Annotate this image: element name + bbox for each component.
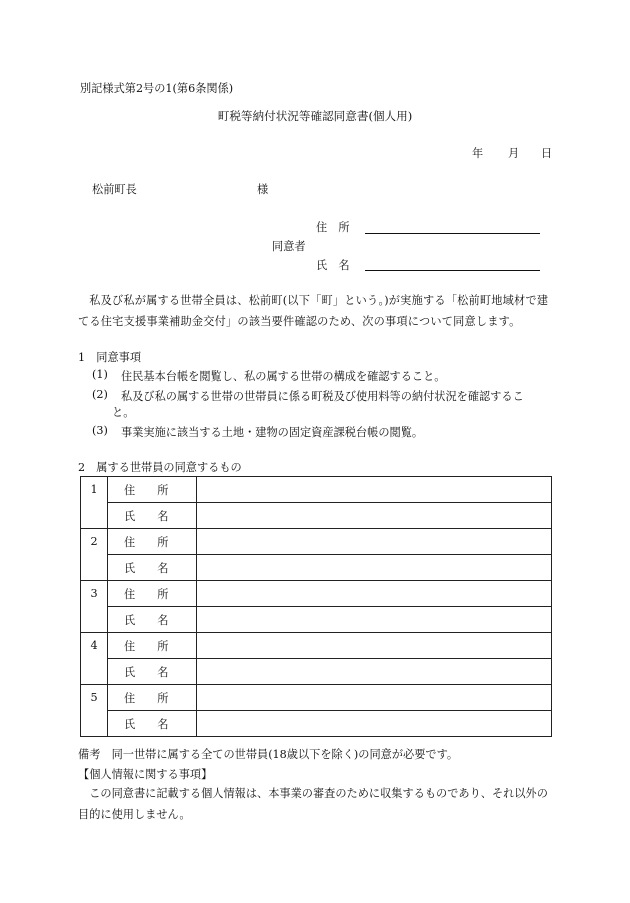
section1-item-text: 事業実施に該当する土地・建物の固定資産課税台帳の閲覧。 [121,426,424,439]
member-name-label [108,659,197,685]
member-number: 2 [81,529,108,581]
table-row [81,711,552,737]
member-address-field[interactable] [197,581,552,607]
member-name-field[interactable] [197,607,552,633]
member-name-field[interactable] [197,659,552,685]
member-name-label [108,607,197,633]
consenter-name-line[interactable] [365,270,540,271]
label-char: 名 [157,717,169,731]
label-char: 住 [124,639,136,653]
section1-item-num: (2) [92,388,108,401]
section2-heading: 2 属する世帯員の同意するもの [78,461,242,474]
section1-heading: 1 同意事項 [78,351,142,364]
date-month-label: 月 [508,147,520,160]
privacy-text: この同意書に記載する個人情報は、本事業の審査のために収集するものであり、それ以外の目的に使用しません。 [78,787,548,821]
label-char: 名 [157,509,169,523]
household-members-table [80,476,552,737]
section1-item-num: (1) [92,368,108,381]
member-address-label [108,633,197,659]
member-address-label [108,581,197,607]
label-char: 氏 [124,613,136,627]
member-address-field[interactable] [197,529,552,555]
label-char: 住 [124,483,136,497]
date-day-label: 日 [541,147,553,160]
member-name-field[interactable] [197,555,552,581]
section1-item-text-cont: と。 [112,406,135,419]
table-row [81,607,552,633]
table-row [81,503,552,529]
member-address-field[interactable] [197,633,552,659]
member-name-label [108,503,197,529]
table-row [81,581,552,607]
section1-item-num: (3) [92,424,108,437]
label-char: 氏 [124,717,136,731]
table-row [81,555,552,581]
label-char: 住 [124,587,136,601]
member-name-field[interactable] [197,711,552,737]
consent-statement: 私及び私が属する世帯全員は、松前町(以下「町」という。)が実施する「松前町地域材で建てる住宅支援事業補助金交付」の該当要件確認のため、次の事項について同意します。 [78,294,549,328]
member-number: 1 [81,477,108,529]
consenter-address-label: 住 所 [316,221,350,234]
remarks-note: 備考 同一世帯に属する全ての世帯員(18歳以下を除く)の同意が必要です。 [78,748,459,761]
date-year-label: 年 [472,147,484,160]
member-address-field[interactable] [197,685,552,711]
form-id: 別記様式第2号の1(第6条関係) [80,82,234,95]
table-row [81,659,552,685]
member-address-label [108,477,197,503]
label-char: 所 [157,483,169,497]
label-char: 所 [157,535,169,549]
table-row [81,477,552,503]
consenter-address-line[interactable] [365,233,540,234]
consenter-name-label: 氏 名 [316,259,350,272]
addressee-name: 松前町長 [92,183,137,196]
label-char: 住 [124,535,136,549]
label-char: 名 [157,665,169,679]
member-address-label [108,529,197,555]
member-address-field[interactable] [197,477,552,503]
consenter-label: 同意者 [272,240,306,253]
label-char: 所 [157,639,169,653]
label-char: 名 [157,613,169,627]
table-row [81,685,552,711]
member-number: 4 [81,633,108,685]
document-title: 町税等納付状況等確認同意書(個人用) [217,109,413,123]
privacy-heading: 【個人情報に関する事項】 [78,768,213,781]
section1-item-text: 住民基本台帳を閲覧し、私の属する世帯の構成を確認すること。 [121,370,446,383]
table-row [81,633,552,659]
member-name-label [108,711,197,737]
label-char: 所 [157,691,169,705]
section1-item-text: 私及び私の属する世帯の世帯員に係る町税及び使用料等の納付状況を確認するこ [121,390,524,403]
label-char: 住 [124,691,136,705]
label-char: 所 [157,587,169,601]
addressee-honorific: 様 [257,183,269,196]
label-char: 氏 [124,665,136,679]
table-row [81,529,552,555]
member-name-field[interactable] [197,503,552,529]
member-number: 5 [81,685,108,737]
member-number: 3 [81,581,108,633]
label-char: 名 [157,561,169,575]
label-char: 氏 [124,509,136,523]
member-name-label [108,555,197,581]
label-char: 氏 [124,561,136,575]
member-address-label [108,685,197,711]
